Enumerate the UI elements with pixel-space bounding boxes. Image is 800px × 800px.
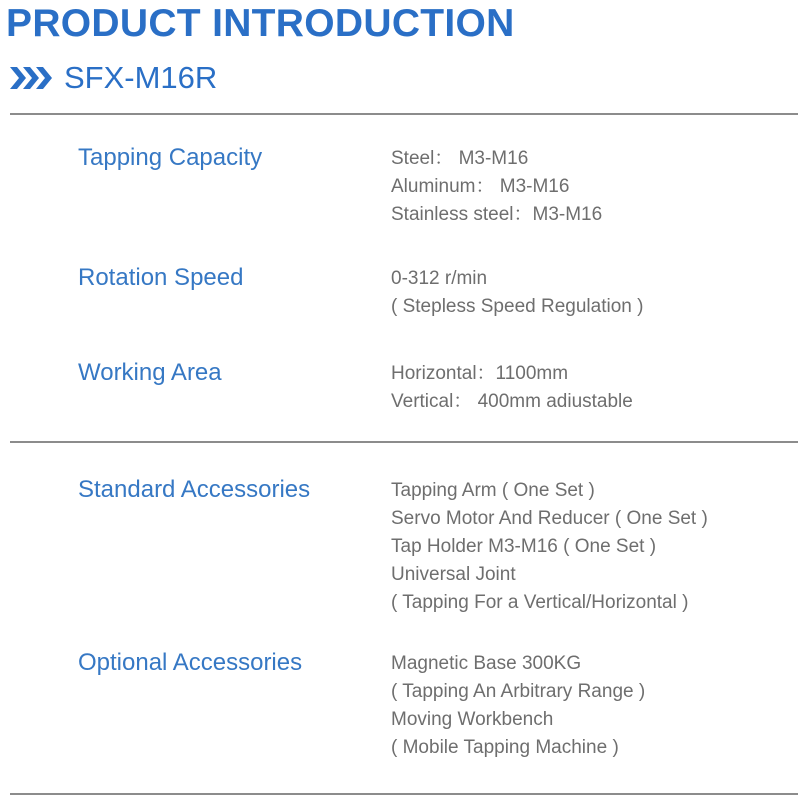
spec-values-optional-accessories bbox=[391, 650, 645, 762]
spec-value-line: Tap Holder M3-M16 ( One Set ) bbox=[391, 536, 657, 557]
spec-label-rotation-speed: Rotation Speed bbox=[78, 264, 244, 291]
model-name: SFX-M16R bbox=[64, 60, 218, 95]
spec-value-line: Servo Motor And Reducer ( One Set ) bbox=[391, 508, 708, 529]
spec-value-line: Universal Joint bbox=[391, 564, 516, 585]
divider-middle bbox=[10, 441, 798, 443]
spec-value-line: Horizontal：1100mm bbox=[391, 363, 569, 384]
spec-label-working-area: Working Area bbox=[78, 359, 222, 386]
spec-value-line: ( Stepless Speed Regulation ) bbox=[391, 296, 644, 317]
spec-value-line: Moving Workbench bbox=[391, 709, 554, 730]
spec-values-working-area bbox=[391, 360, 633, 416]
spec-value-line: ( Mobile Tapping Machine ) bbox=[391, 737, 619, 758]
spec-value-line: Steel： M3-M16 bbox=[391, 148, 529, 169]
spec-value-line: Stainless steel：M3-M16 bbox=[391, 204, 603, 225]
spec-value-line: Tapping Arm ( One Set ) bbox=[391, 480, 595, 501]
page-title: PRODUCT INTRODUCTION bbox=[6, 2, 515, 45]
spec-values-standard-accessories bbox=[391, 477, 708, 617]
double-chevron-right-icon bbox=[10, 64, 52, 92]
spec-value-line: Magnetic Base 300KG bbox=[391, 653, 582, 674]
model-heading bbox=[10, 58, 217, 98]
spec-values-rotation-speed bbox=[391, 265, 643, 321]
spec-value-line: 0-312 r/min bbox=[391, 268, 488, 289]
spec-value-line: ( Tapping An Arbitrary Range ) bbox=[391, 681, 646, 702]
spec-value-line: ( Tapping For a Vertical/Horizontal ) bbox=[391, 592, 689, 613]
spec-label-tapping-capacity: Tapping Capacity bbox=[78, 144, 263, 171]
spec-label-optional-accessories: Optional Accessories bbox=[78, 649, 303, 676]
divider-bottom bbox=[10, 793, 798, 795]
spec-label-standard-accessories: Standard Accessories bbox=[78, 476, 311, 503]
spec-value-line: Aluminum： M3-M16 bbox=[391, 176, 570, 197]
divider-top bbox=[10, 113, 798, 115]
spec-value-line: Vertical： 400mm adiustable bbox=[391, 391, 633, 412]
spec-values-tapping-capacity bbox=[391, 145, 602, 229]
